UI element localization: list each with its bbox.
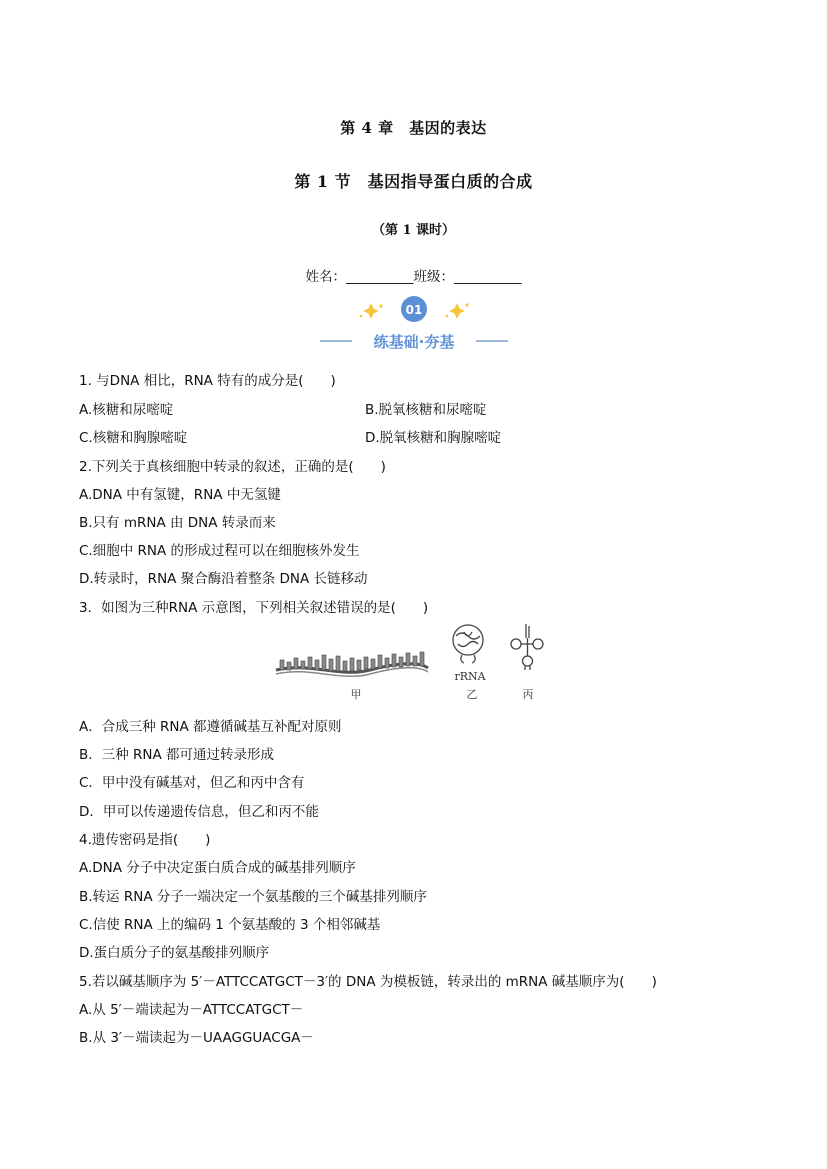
question-3-option-c: C．甲中没有碱基对，但乙和丙中含有 bbox=[79, 775, 305, 791]
trna-molecule bbox=[511, 624, 543, 670]
name-class-line: 姓名：__________班级：__________ bbox=[305, 269, 522, 285]
question-4-option-c: C.信使 RNA 上的编码 1 个氨基酸的 3 个相邻碱基 bbox=[79, 917, 381, 933]
rna-figure bbox=[270, 622, 560, 706]
star-icon bbox=[449, 303, 465, 319]
question-2-option-d: D.转录时，RNA 聚合酶沿着整条 DNA 长链移动 bbox=[79, 571, 368, 587]
label-jia: 甲 bbox=[350, 688, 362, 701]
label-rrna: rRNA bbox=[454, 670, 486, 683]
label-yi: 乙 bbox=[466, 688, 478, 701]
question-2-option-b: B.只有 mRNA 由 DNA 转录而来 bbox=[79, 515, 276, 531]
question-1-option-c: C.核糖和胸腺嘧啶 bbox=[79, 430, 188, 446]
question-4-option-b: B.转运 RNA 分子一端决定一个氨基酸的三个碱基排列顺序 bbox=[79, 889, 427, 905]
rrna-molecule bbox=[453, 625, 483, 663]
question-1-option-d: D.脱氧核糖和胸腺嘧啶 bbox=[365, 430, 502, 446]
question-2-stem: 2.下列关于真核细胞中转录的叙述，正确的是( ) bbox=[79, 459, 386, 475]
question-1-option-b: B.脱氧核糖和尿嘧啶 bbox=[365, 402, 487, 418]
question-1-option-a: A.核糖和尿嘧啶 bbox=[79, 402, 174, 418]
chapter-title: 第 4 章 基因的表达 bbox=[340, 119, 487, 137]
question-5-option-b: B.从 3′－端读起为－UAAGGUACGA－ bbox=[79, 1030, 314, 1046]
question-3-option-b: B．三种 RNA 都可通过转录形成 bbox=[79, 747, 275, 763]
banner-number: 01 bbox=[405, 303, 423, 317]
question-3-stem: 3．如图为三种RNA 示意图，下列相关叙述错误的是( ) bbox=[79, 600, 429, 616]
section-title: 第 1 节 基因指导蛋白质的合成 bbox=[294, 172, 533, 191]
question-4-stem: 4.遗传密码是指( ) bbox=[79, 832, 211, 848]
question-4-option-a: A.DNA 分子中决定蛋白质合成的碱基排列顺序 bbox=[79, 860, 356, 876]
question-2-option-a: A.DNA 中有氢键，RNA 中无氢键 bbox=[79, 487, 281, 503]
question-5-stem: 5.若以碱基顺序为 5′－ATTCCATGCT－3′的 DNA 为模板链，转录出的 mRNA 碱基顺序为( ) bbox=[79, 974, 657, 990]
mrna-strand bbox=[276, 652, 428, 676]
section-banner bbox=[316, 294, 512, 352]
star-icon bbox=[363, 303, 379, 319]
question-5-option-a: A.从 5′－端读起为－ATTCCATGCT－ bbox=[79, 1002, 304, 1018]
question-1-stem: 1. 与DNA 相比，RNA 特有的成分是( ) bbox=[79, 373, 336, 389]
label-bing: 丙 bbox=[522, 688, 534, 701]
question-3-option-a: A．合成三种 RNA 都遵循碱基互补配对原则 bbox=[79, 719, 342, 735]
question-4-option-d: D.蛋白质分子的氨基酸排列顺序 bbox=[79, 945, 270, 961]
banner-title: 练基础·夯基 bbox=[373, 333, 455, 351]
question-2-option-c: C.细胞中 RNA 的形成过程可以在细胞核外发生 bbox=[79, 543, 360, 559]
question-3-option-d: D．甲可以传递遗传信息，但乙和丙不能 bbox=[79, 804, 319, 820]
lesson-subtitle: （第 1 课时） bbox=[371, 223, 456, 238]
